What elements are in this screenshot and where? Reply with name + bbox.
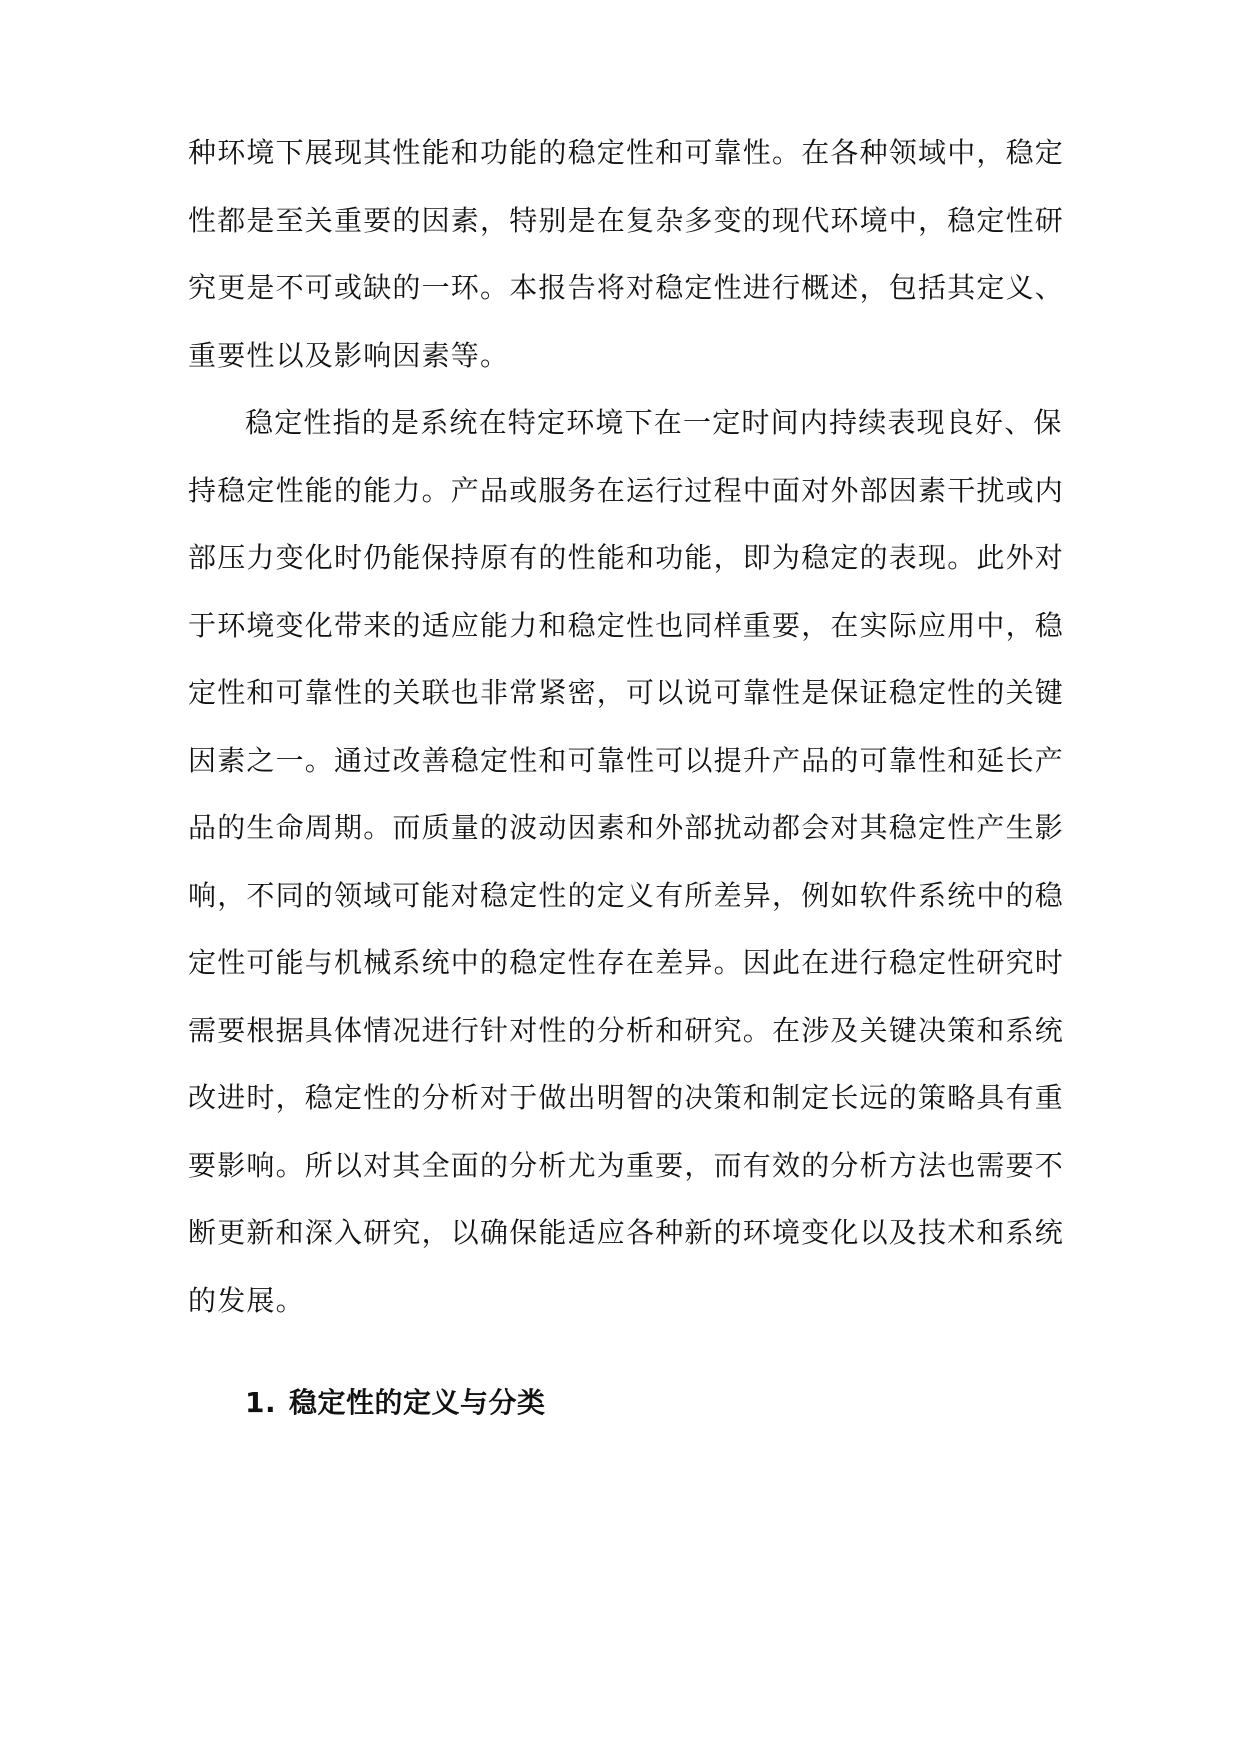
text-line: 种环境下展现其性能和功能的稳定性和可靠性。在各种领域中，稳定 <box>188 136 1065 169</box>
text-line: 于环境变化带来的适应能力和稳定性也同样重要，在实际应用中，稳 <box>188 609 1065 642</box>
text-line: 究更是不可或缺的一环。本报告将对稳定性进行概述，包括其定义、 <box>188 271 1065 304</box>
text-line: 需要根据具体情况进行针对性的分析和研究。在涉及关键决策和系统 <box>188 1014 1065 1047</box>
text-line: 性都是至关重要的因素，特别是在复杂多变的现代环境中，稳定性研 <box>188 204 1065 237</box>
text-line: 断更新和深入研究，以确保能适应各种新的环境变化以及技术和系统 <box>188 1216 1065 1249</box>
text-line: 改进时，稳定性的分析对于做出明智的决策和制定长远的策略具有重 <box>188 1081 1065 1114</box>
text-line: 定性和可靠性的关联也非常紧密，可以说可靠性是保证稳定性的关键 <box>188 676 1065 709</box>
text-line: 稳定性指的是系统在特定环境下在一定时间内持续表现良好、保 <box>245 406 1063 439</box>
text-line: 因素之一。通过改善稳定性和可靠性可以提升产品的可靠性和延长产 <box>188 744 1065 777</box>
section-number: 1. <box>245 1386 277 1419</box>
text-line: 部压力变化时仍能保持原有的性能和功能，即为稳定的表现。此外对 <box>188 541 1065 574</box>
section-title: 稳定性的定义与分类 <box>289 1386 546 1419</box>
text-line: 持稳定性能的能力。产品或服务在运行过程中面对外部因素干扰或内 <box>188 474 1065 507</box>
text-line: 响，不同的领域可能对稳定性的定义有所差异，例如软件系统中的稳 <box>188 879 1065 912</box>
text-line: 重要性以及影响因素等。 <box>188 339 510 372</box>
text-line: 的发展。 <box>188 1284 305 1317</box>
text-line: 定性可能与机械系统中的稳定性存在差异。因此在进行稳定性研究时 <box>188 946 1065 979</box>
text-line: 要影响。所以对其全面的分析尤为重要，而有效的分析方法也需要不 <box>188 1149 1065 1182</box>
section-heading <box>245 1383 546 1423</box>
text-line: 品的生命周期。而质量的波动因素和外部扰动都会对其稳定性产生影 <box>188 811 1065 844</box>
